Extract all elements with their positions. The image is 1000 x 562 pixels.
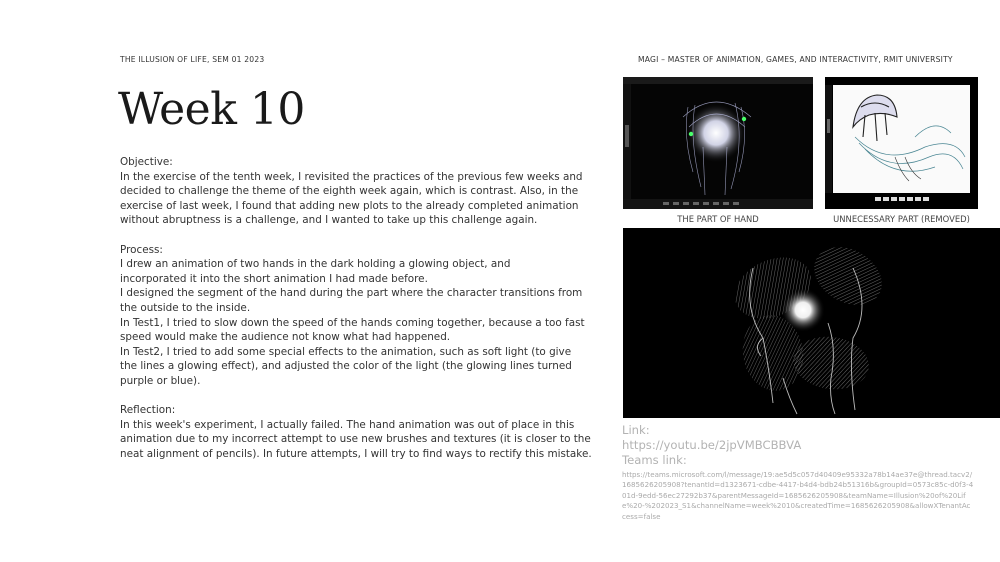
objective-line: decided to challenge the theme of the eighth week again, which is contrast. Also, in the (120, 185, 579, 198)
page-title: Week 10 (118, 84, 305, 135)
process-line: incorporated it into the short animation I had made before. (120, 272, 428, 285)
caption-hand: THE PART OF HAND (677, 214, 759, 224)
reflection-line: In this week's experiment, I actually failed. The hand animation was out of place in this (120, 418, 575, 431)
process-label: Process: (120, 243, 163, 256)
program-header: MAGI – MASTER OF ANIMATION, GAMES, AND INTERACTIVITY, RMIT UNIVERSITY (638, 55, 953, 64)
course-header: THE ILLUSION OF LIFE, SEM 01 2023 (120, 55, 265, 64)
process-line: the lines a glowing effect), and adjusted the color of the light (the glowing lines turned (120, 360, 572, 373)
removed-part-image (825, 77, 978, 209)
objective-line: without abruptness is a challenge, and I wanted to take up this challenge again. (120, 214, 538, 227)
reflection-line: neat alignment of pencils). In future attempts, I will try to find ways to rectify this mistake. (120, 447, 592, 460)
reflection-line: animation due to my incorrect attempt to use new brushes and textures (it is closer to the (120, 433, 591, 446)
hand-animation-screenshot (623, 77, 813, 209)
glowing-object-image (623, 228, 1000, 418)
youtube-link[interactable]: https://youtu.be/2jpVMBCBBVA (622, 438, 802, 452)
teams-link[interactable]: https://teams.microsoft.com/l/message/19:ae5d5c057d40409e95332a78b14ae37e@thread.tacv2/1685626205908?tenantId=d1323671-cdbe-4417-b4d4-bdb24b51316b&groupId=0573c85c-d0f3-401d-9edd-56ec27292b37&parentMessageId=1685626205908&teamName=Illusion%20of%20Life%20-%202023_S1&channelName=week%2010&createdTime=1685626205908&allowXTenantAccess=false (622, 470, 974, 521)
body-text (120, 155, 592, 461)
process-line: speed would make the audience not know what had happened. (120, 331, 451, 344)
process-line: the outside to the inside. (120, 301, 251, 314)
objective-label: Objective: (120, 156, 173, 168)
link-label: Link: (622, 423, 650, 437)
reflection-label: Reflection: (120, 404, 176, 417)
hand-animation-image (623, 77, 813, 209)
teams-link-label: Teams link: (622, 453, 687, 467)
process-line: In Test1, I tried to slow down the speed of the hands coming together, because a too fast (120, 316, 585, 329)
caption-removed: UNNECESSARY PART (REMOVED) (833, 214, 970, 224)
objective-line: In the exercise of the tenth week, I revisited the practices of the previous few weeks and (120, 170, 583, 183)
links-block (622, 423, 974, 522)
process-line: In Test2, I tried to add some special effects to the animation, such as soft light (to give (120, 345, 572, 358)
glowing-object-render (623, 228, 1000, 418)
process-line: I drew an animation of two hands in the dark holding a glowing object, and (120, 258, 511, 271)
process-line: I designed the segment of the hand during the part where the character transitions from (120, 287, 583, 300)
objective-line: exercise of last week, I found that adding new plots to the already completed animation (120, 199, 579, 212)
process-line: purple or blue). (120, 374, 201, 387)
removed-part-screenshot (825, 77, 978, 209)
